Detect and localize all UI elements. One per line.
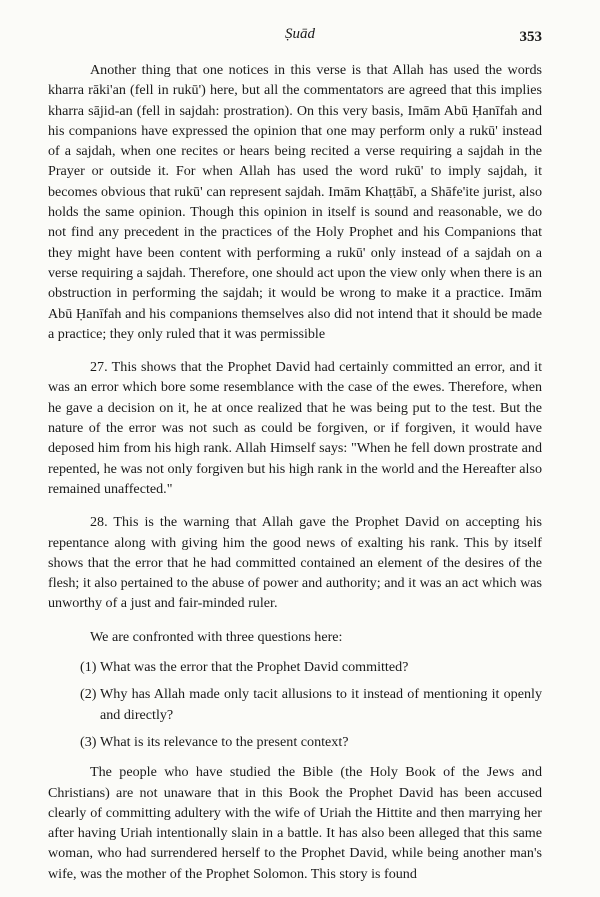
paragraph: The people who have studied the Bible (the Holy Book of the Jews and Christians) are not unaware that in this Book the Prophet David has been accused clearly of committing adultery with the wife of Uriah the Hittite and then marrying her after having Uriah intentionally slain in a battle. It has also been alleged that this same woman, who had surrendered herself to the Prophet David, while being another man's wife, was the mother of the Prophet Solomon. This story is found [48,764,542,882]
page-number: 353 [519,29,542,45]
body-text [48,60,542,897]
question-item [48,732,542,752]
question-number: (1) [80,659,97,676]
question-text: What was the error that the Prophet David committed? [100,659,409,676]
question-number: (2) [80,686,97,703]
question-item [48,657,542,677]
paragraph: Another thing that one notices in this verse is that Allah has used the words kharra rāki'an (fell in rukū') here, but all the commentators are agreed that this implies kharra sājid-an (fell in sajdah: prostration). On this very basis, Imām Abū Ḥanīfah and his companions have expressed the opinion that one may perform only a rukū' instead of a sajdah, when one recites or hears being recited a verse requiring a sajdah in the Prayer or outside it. For when Allah has used the word rukū' to imply sajdah, it becomes obvious that rukū' can represent sajdah. Imām Khaṭṭābī, a Shāfe'ite jurist, also holds the same opinion. Though this opinion in itself is sound and reasonable, we do not find any precedent in the practices of the Holy Prophet and his Companions that they might have been content with performing a rukū' only instead of a sajdah on a verse requiring a sajdah. Therefore, one should act upon the view only when there is an obstruction in performing the sajdah; it would be wrong to make it a practice. Imām Abū Ḥanīfah and his companions themselves also did not intend that it should be made a practice; they only ruled that it was permissible [48,62,542,342]
question-item [48,684,542,725]
question-text: Why has Allah made only tacit allusions to it instead of mentioning it openly and directly? [100,686,542,723]
note-28: 28. This is the warning that Allah gave the Prophet David on accepting his repentance along with giving him the good news of exalting his rank. This by itself shows that the error that he had committed contained an element of the desires of the flesh; it also pertained to the abuse of power and authority; and it was an act which was unworthy of a just and fair-minded ruler. [48,514,542,612]
running-head: Ṣuād [285,26,315,42]
question-number: (3) [80,733,97,750]
question-text: What is its relevance to the present context? [100,733,349,750]
questions-intro: We are confronted with three questions here: [90,628,343,645]
note-27: 27. This shows that the Prophet David had certainly committed an error, and it was an error which bore some resemblance with the case of the ewes. Therefore, when he gave a decision on it, he at once realized that he was being put to the test. But the nature of the error was not such as could be forgiven, or if forgiven, it would have deposed him from his high rank. Allah Himself says: "When he fell down prostrate and repented, he was not only forgiven but his high rank in the world and the Hereafter also remained unaffected." [48,359,542,497]
